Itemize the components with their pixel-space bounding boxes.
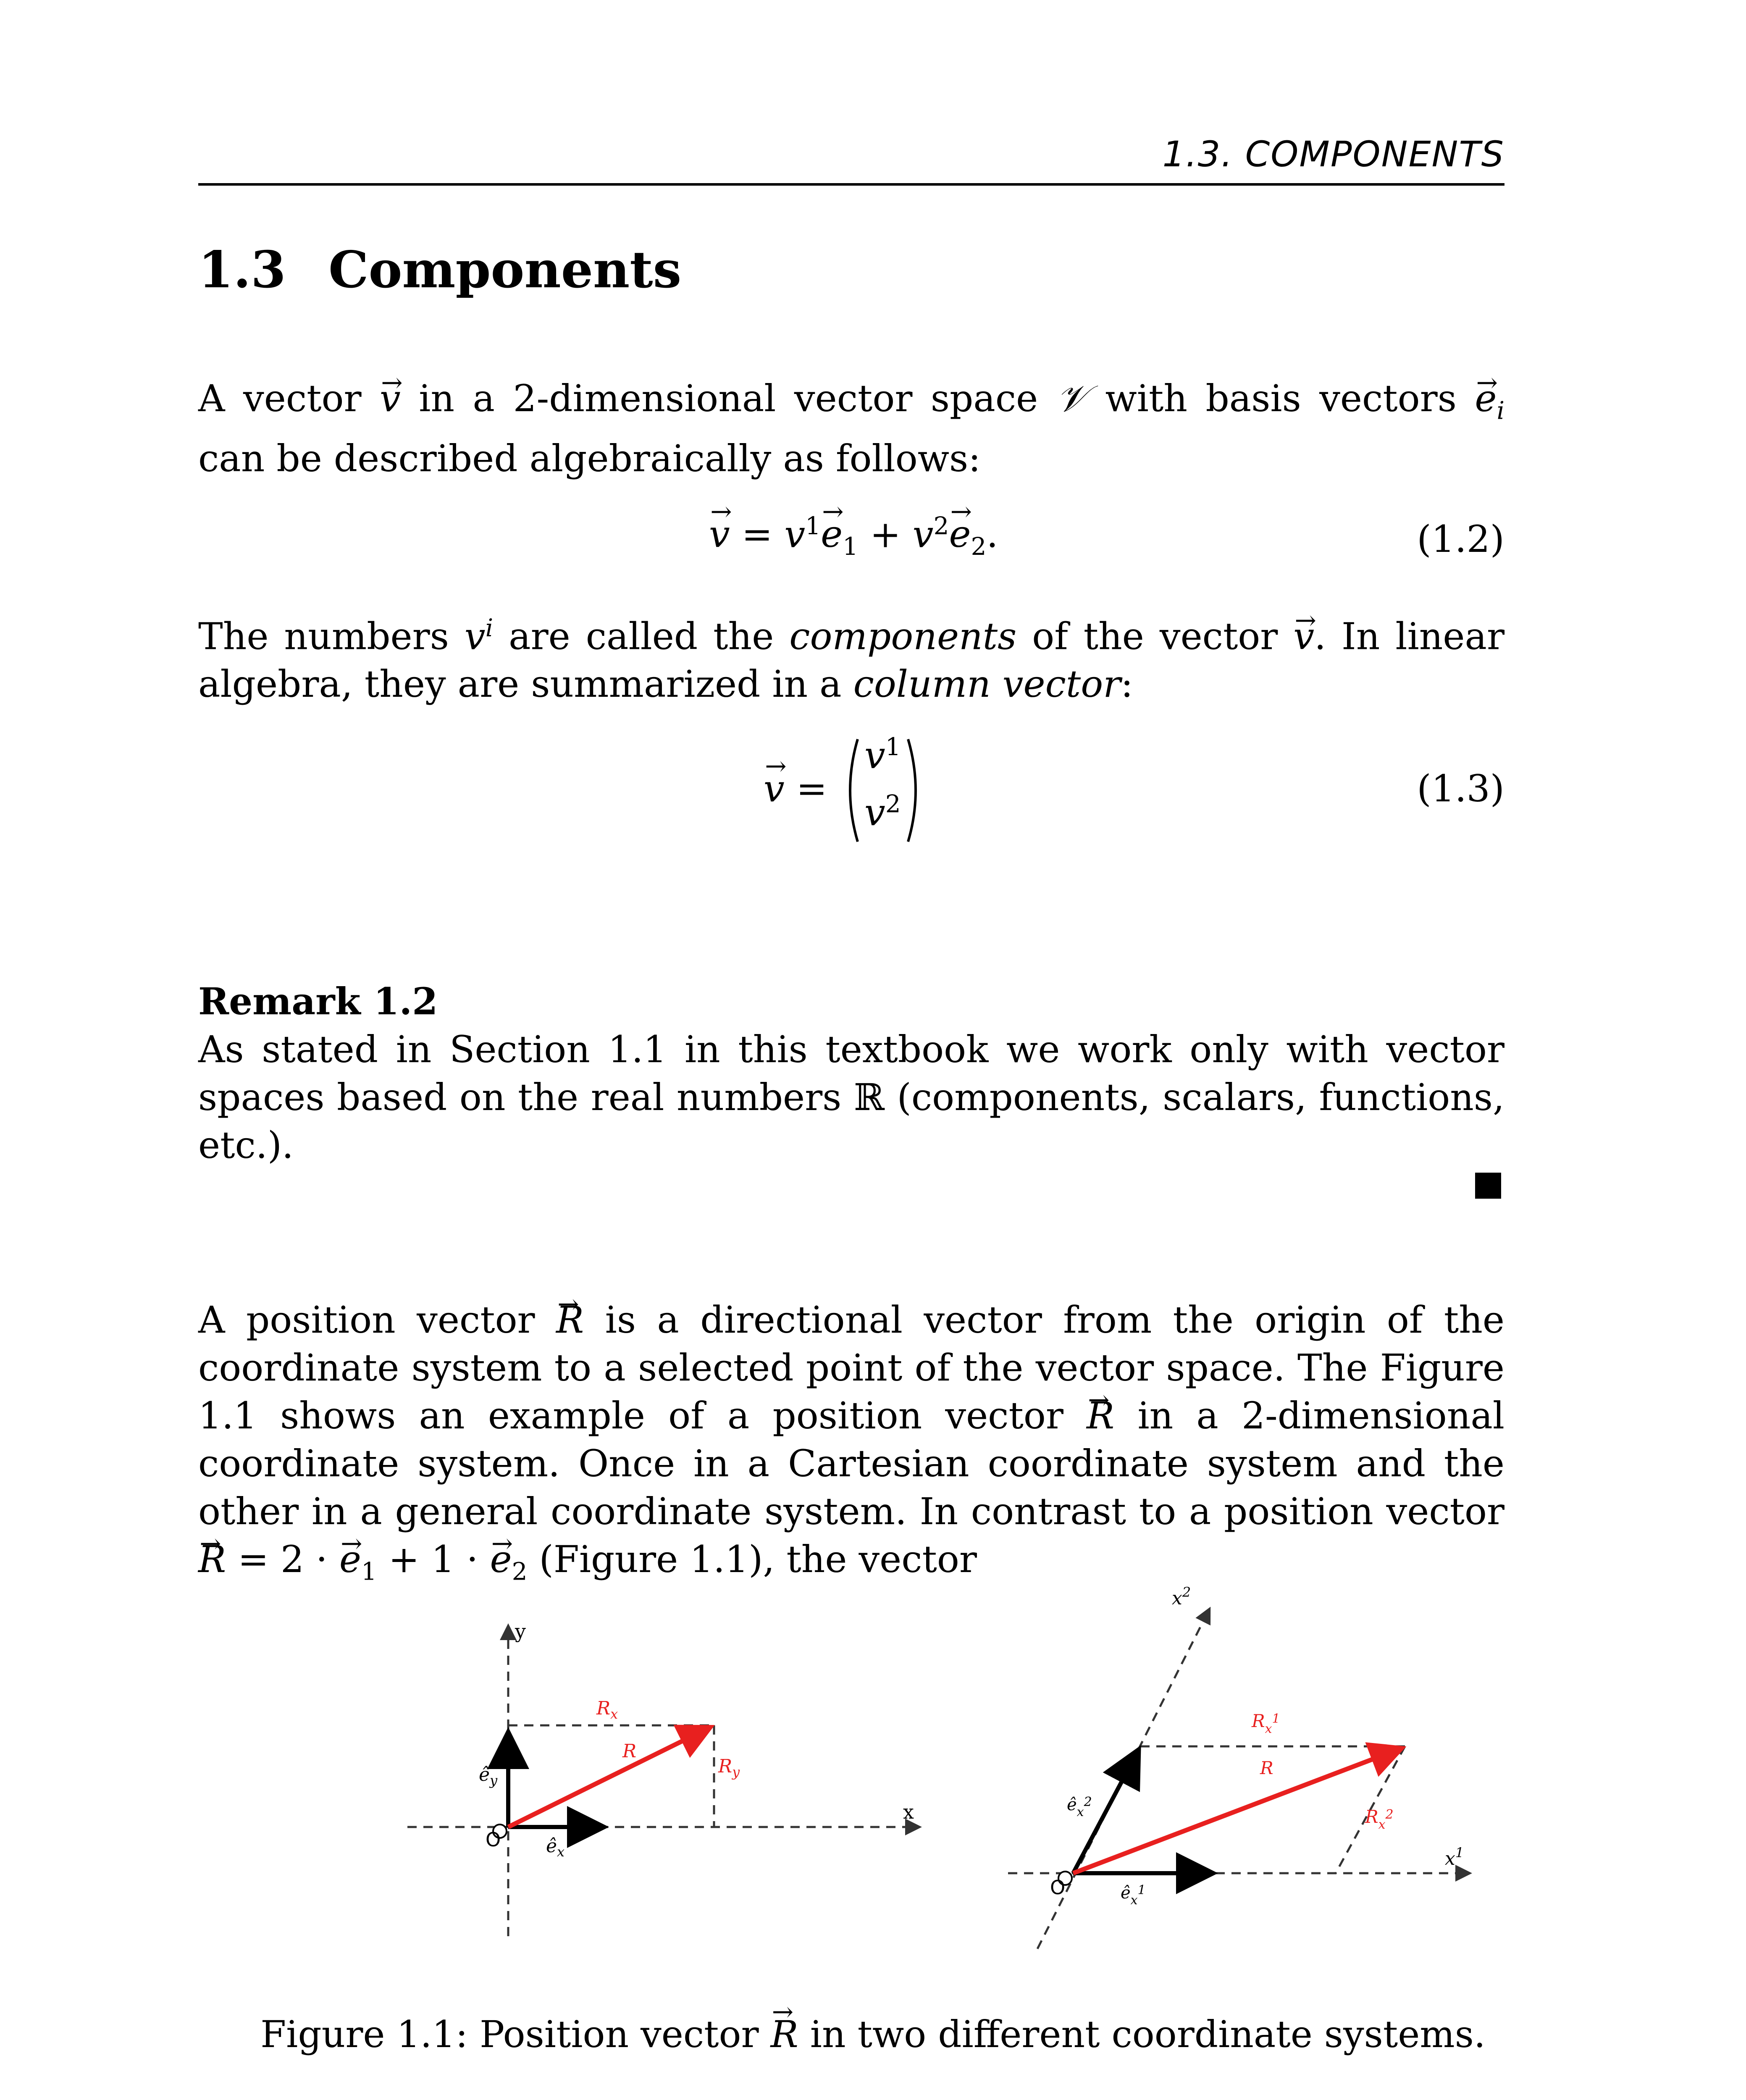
cartesian-diagram <box>407 1620 920 1936</box>
label-Rx2: $R_x^2$ <box>1365 1806 1394 1832</box>
label-origin: O <box>486 1828 501 1851</box>
column-vector-bottom <box>864 790 901 834</box>
component-v: v <box>464 614 486 658</box>
label-Rx: $R_x$ <box>596 1698 618 1722</box>
label-e-x1: $ê_x^1$ <box>1121 1883 1146 1908</box>
text: + 1 · <box>376 1538 490 1581</box>
eq-equals: = <box>730 512 785 556</box>
text: of the vector <box>1016 614 1294 658</box>
text: in a 2-dimensional vector space <box>400 377 1056 420</box>
subscript: 2 <box>512 1557 528 1586</box>
eq-sup: 1 <box>885 732 901 761</box>
label-y: y <box>515 1620 526 1643</box>
remark-title: Remark 1.2 <box>198 979 438 1023</box>
label-e-x2: $ê_x^2$ <box>1067 1795 1092 1819</box>
text: = 2 · <box>226 1538 339 1581</box>
subscript: 1 <box>361 1557 377 1586</box>
label-Rx1: $R_x^1$ <box>1252 1711 1280 1736</box>
vector-space-symbol: 𝒱 <box>1056 377 1087 420</box>
equation-1-3-lhs <box>764 767 827 810</box>
eq-sub: 1 <box>843 532 859 561</box>
vector-v: → v <box>380 375 401 423</box>
paragraph-intro <box>198 375 1504 483</box>
equation-number-1-3: (1.3) <box>1417 767 1504 810</box>
eq-v: v <box>912 512 934 556</box>
running-header: 1.3. COMPONENTS <box>1162 134 1504 175</box>
vector-R: → R <box>198 1536 226 1583</box>
eq-v: v <box>864 733 885 777</box>
remark-text: As stated in Section 1.1 in this textbook we work only with vector spaces based on the real numbers ℝ (components, scalars, functions, etc.). <box>198 1028 1504 1167</box>
eq-sup: 1 <box>805 512 821 540</box>
eq-sup: 2 <box>885 790 901 818</box>
basis-e: → e <box>339 1536 361 1583</box>
eq-sup: 2 <box>933 512 949 540</box>
text: are called the <box>493 614 790 658</box>
vector-R: → R <box>1087 1392 1114 1440</box>
equation-number-1-2: (1.2) <box>1417 517 1504 561</box>
label-Ry: $R_y$ <box>718 1756 740 1780</box>
section-number: 1.3 <box>198 240 286 299</box>
label-ex: $ê_x$ <box>546 1835 565 1860</box>
vector-R-arrow <box>508 1727 711 1827</box>
end-of-remark-square-icon <box>1475 1173 1501 1199</box>
figure-position-vector <box>395 1579 1487 1957</box>
text: . In linear algebra, they are summarized in a <box>198 614 1505 706</box>
figure-caption <box>0 2013 1746 2056</box>
text: (Figure 1.1), the vector <box>527 1538 977 1581</box>
text: A position vector <box>198 1298 557 1341</box>
label-ey: $ê_y$ <box>479 1764 498 1788</box>
text: is a directional vector from the origin of the coordinate system to a selected point of the vector space. The Figure 1.1 shows an example of a position vector <box>198 1298 1504 1437</box>
label-x1: $x^1$ <box>1445 1845 1464 1869</box>
text: in a 2-dimensional coordinate system. Once in a Cartesian coordinate system and the other in a general coordinate system. In contrast to a position vector <box>198 1394 1504 1533</box>
text: The numbers <box>198 614 465 658</box>
paragraph-components <box>198 604 1504 708</box>
eq-v: v <box>864 790 885 834</box>
eq-plus: + <box>858 512 913 556</box>
term-column-vector: column vector <box>853 662 1121 706</box>
text: can be described algebraically as follows: <box>198 436 981 480</box>
label-origin-general: O <box>1050 1876 1066 1899</box>
eq-lhs: → v <box>764 767 785 810</box>
text: A vector <box>198 377 380 420</box>
vector-R: → R <box>771 2013 798 2056</box>
eq-period: . <box>986 512 998 556</box>
eq-sub: 2 <box>971 532 987 561</box>
text: Figure 1.1: Position vector <box>260 2013 771 2056</box>
term-components: components <box>789 614 1017 658</box>
label-x: x <box>903 1801 914 1823</box>
text: in two different coordinate systems. <box>798 2013 1486 2056</box>
label-x2: $x^2$ <box>1172 1584 1191 1609</box>
eq-e: → e <box>949 512 971 556</box>
basis-e: → e <box>490 1536 512 1583</box>
label-R-general: R <box>1260 1758 1273 1778</box>
superscript-i: i <box>485 614 494 642</box>
eq-equals: = <box>784 767 827 810</box>
general-coordinate-diagram <box>1008 1584 1470 1949</box>
text: with basis vectors <box>1087 377 1475 420</box>
column-vector-top <box>864 732 901 777</box>
text: : <box>1121 662 1133 706</box>
equation-1-2 <box>709 512 998 561</box>
header-rule <box>198 183 1504 186</box>
eq-lhs: → v <box>709 512 730 556</box>
label-R: R <box>622 1740 637 1762</box>
vector-R: → R <box>556 1296 584 1344</box>
eq-v: v <box>784 512 806 556</box>
index-i: i <box>1497 396 1505 425</box>
vector-R-general-arrow <box>1073 1748 1402 1873</box>
paragraph-position-vector <box>198 1296 1504 1596</box>
basis-vector-e: → e <box>1475 375 1497 423</box>
eq-e: → e <box>821 512 843 556</box>
section-title: Components <box>328 240 682 299</box>
vector-v: → v <box>1293 612 1314 660</box>
